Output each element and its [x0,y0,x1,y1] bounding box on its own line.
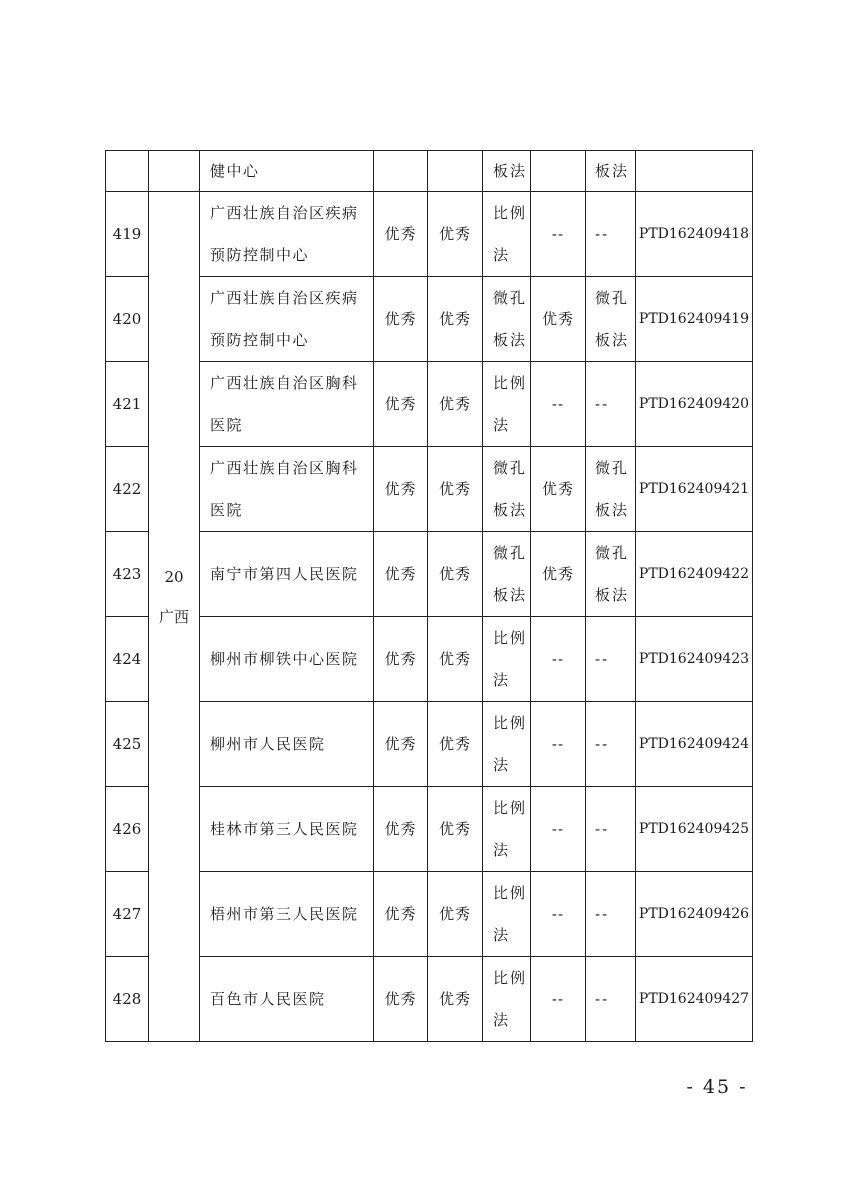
table-body [106,151,753,1042]
cell-method-1-text: 微孔板法 [493,544,528,604]
cell-grade-3: 优秀 [531,532,586,617]
cell-method-2 [586,702,636,787]
cell-method-2 [586,277,636,362]
cell-grade-1: 优秀 [374,702,428,787]
cell-method-2-text: -- [595,650,610,668]
cell-method-2 [586,787,636,872]
cell-method-1 [483,702,531,787]
cell-code: PTD162409422 [636,532,753,617]
cell-id: 422 [106,447,149,532]
table-row [106,277,753,362]
cell-code: PTD162409424 [636,702,753,787]
cell-code: PTD162409423 [636,617,753,702]
cell-method-2 [586,617,636,702]
cell-id: 419 [106,192,149,277]
cell-grade-3: -- [531,617,586,702]
table-row-continuation [106,151,753,192]
cell-method-1 [483,277,531,362]
cell-lab-name: 健中心 [200,151,374,192]
cell-code: PTD162409420 [636,362,753,447]
table-row [106,532,753,617]
cell-grade-2 [428,151,483,192]
cell-grade-2: 优秀 [428,702,483,787]
cell-method-1 [483,787,531,872]
cell-method-2-text: -- [595,735,610,753]
cell-grade-3: 优秀 [531,277,586,362]
cell-method-2-text: -- [595,990,610,1008]
cell-lab-name-text: 广西壮族自治区疾病预防控制中心 [210,289,359,349]
cell-grade-2: 优秀 [428,872,483,957]
cell-grade-3: -- [531,362,586,447]
cell-grade-2: 优秀 [428,362,483,447]
cell-method-2-text: 微孔板法 [595,289,630,349]
cell-grade-1: 优秀 [374,617,428,702]
cell-code: PTD162409425 [636,787,753,872]
cell-method-1 [483,872,531,957]
cell-method-1 [483,192,531,277]
cell-method-1 [483,957,531,1042]
cell-grade-2: 优秀 [428,957,483,1042]
cell-id [106,151,149,192]
cell-grade-2: 优秀 [428,617,483,702]
cell-grade-2: 优秀 [428,192,483,277]
cell-method-1-text: 比例法 [493,629,528,689]
cell-code: PTD162409426 [636,872,753,957]
cell-lab-name [200,277,374,362]
cell-grade-2: 优秀 [428,447,483,532]
cell-code: PTD162409427 [636,957,753,1042]
cell-lab-name-text: 广西壮族自治区疾病预防控制中心 [210,204,359,264]
cell-method-2 [586,957,636,1042]
cell-lab-name-text: 百色市人民医院 [210,990,326,1008]
cell-id: 425 [106,702,149,787]
cell-lab-name [200,702,374,787]
cell-method-1 [483,532,531,617]
cell-lab-name [200,872,374,957]
table-row [106,872,753,957]
cell-lab-name-text: 桂林市第三人民医院 [210,820,359,838]
cell-grade-3: -- [531,957,586,1042]
cell-grade-3: -- [531,192,586,277]
cell-method-2-text: 微孔板法 [595,544,630,604]
cell-method-1-text: 比例法 [493,204,528,264]
cell-province-top [149,151,200,192]
cell-method-1-text: 比例法 [493,969,528,1029]
cell-grade-1: 优秀 [374,277,428,362]
cell-code: PTD162409421 [636,447,753,532]
results-table [105,150,753,1042]
cell-lab-name [200,957,374,1042]
cell-method-1 [483,447,531,532]
cell-lab-name-text: 南宁市第四人民医院 [210,565,359,583]
cell-method-1 [483,362,531,447]
table-row [106,447,753,532]
province-number: 20 [164,567,184,586]
cell-grade-3: -- [531,702,586,787]
cell-grade-1 [374,151,428,192]
cell-grade-1: 优秀 [374,532,428,617]
cell-method-2: 板法 [586,151,636,192]
cell-grade-1: 优秀 [374,192,428,277]
cell-method-1-text: 微孔板法 [493,459,528,519]
cell-grade-3: 优秀 [531,447,586,532]
cell-lab-name-text: 梧州市第三人民医院 [210,905,359,923]
cell-id: 423 [106,532,149,617]
table-row [106,957,753,1042]
cell-grade-3: -- [531,787,586,872]
cell-method-1 [483,617,531,702]
cell-method-1-text: 比例法 [493,884,528,944]
cell-method-1-text: 比例法 [493,714,528,774]
cell-method-2 [586,532,636,617]
cell-grade-1: 优秀 [374,787,428,872]
cell-id: 421 [106,362,149,447]
cell-grade-1: 优秀 [374,447,428,532]
cell-grade-1: 优秀 [374,957,428,1042]
cell-method-1: 板法 [483,151,531,192]
cell-method-2 [586,362,636,447]
cell-code [636,151,753,192]
province-name: 广西 [158,607,189,626]
cell-lab-name-text: 柳州市人民医院 [210,735,326,753]
cell-method-1-text: 比例法 [493,799,528,859]
cell-grade-3: -- [531,872,586,957]
cell-method-2 [586,192,636,277]
table-row [106,702,753,787]
cell-id: 426 [106,787,149,872]
cell-grade-1: 优秀 [374,362,428,447]
cell-method-1-text: 微孔板法 [493,289,528,349]
cell-id: 428 [106,957,149,1042]
cell-id: 424 [106,617,149,702]
table-row [106,787,753,872]
cell-method-2 [586,447,636,532]
cell-id: 420 [106,277,149,362]
table-row [106,617,753,702]
cell-method-2-text: 微孔板法 [595,459,630,519]
cell-grade-3 [531,151,586,192]
cell-lab-name [200,617,374,702]
cell-grade-2: 优秀 [428,787,483,872]
table-row [106,362,753,447]
cell-lab-name-text: 广西壮族自治区胸科医院 [210,374,359,434]
cell-province [149,192,200,1042]
cell-method-1-text: 比例法 [493,374,528,434]
page-number: - 45 - [686,1076,748,1098]
cell-lab-name-text: 柳州市柳铁中心医院 [210,650,359,668]
cell-lab-name [200,532,374,617]
cell-method-2 [586,872,636,957]
cell-code: PTD162409419 [636,277,753,362]
cell-lab-name [200,447,374,532]
cell-code: PTD162409418 [636,192,753,277]
cell-lab-name [200,362,374,447]
cell-method-2-text: -- [595,225,610,243]
cell-lab-name [200,787,374,872]
cell-grade-2: 优秀 [428,532,483,617]
cell-method-2-text: -- [595,905,610,923]
cell-method-2-text: -- [595,820,610,838]
cell-grade-2: 优秀 [428,277,483,362]
cell-lab-name-text: 广西壮族自治区胸科医院 [210,459,359,519]
cell-id: 427 [106,872,149,957]
cell-lab-name [200,192,374,277]
cell-method-2-text: -- [595,395,610,413]
table-row [106,192,753,277]
cell-grade-1: 优秀 [374,872,428,957]
